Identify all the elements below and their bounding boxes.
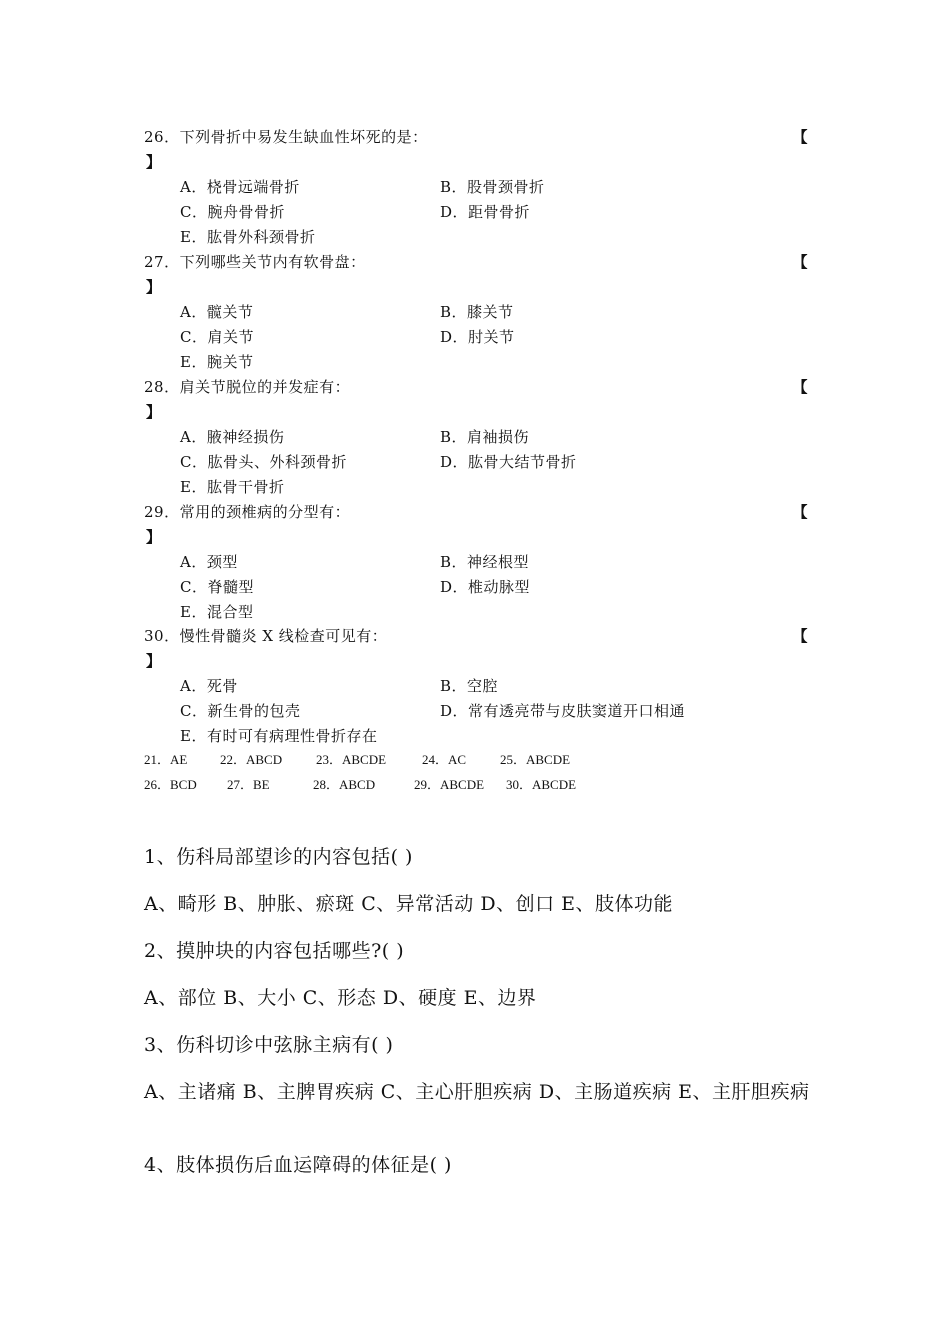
- answer-key-row: [144, 772, 576, 797]
- option-list: [144, 550, 808, 625]
- question-2: 2、摸肿块的内容包括哪些?( ): [144, 940, 405, 962]
- answer-bracket-open: 【: [792, 128, 808, 146]
- answer-27: 27．BE: [227, 777, 270, 792]
- answer-21: 21．AE: [144, 752, 188, 767]
- answer-29: 29．ABCDE: [414, 777, 485, 792]
- question-29: [144, 500, 808, 625]
- answer-bracket-close: 】: [146, 403, 162, 421]
- option-a: A．髋关节: [180, 303, 254, 321]
- answer-bracket-open: 【: [792, 253, 808, 271]
- answer-bracket-close: 】: [146, 278, 162, 296]
- option-b: B．膝关节: [440, 303, 514, 321]
- question-stem: 28．肩关节脱位的并发症有：: [144, 378, 351, 396]
- option-list: [144, 674, 808, 749]
- question-stem: 30．慢性骨髓炎 X 线检查可见有：: [144, 627, 388, 645]
- question-28: [144, 375, 808, 500]
- question-3: 3、伤科切诊中弦脉主病有( ): [144, 1034, 394, 1056]
- option-e: E．腕关节: [180, 353, 254, 371]
- option-b: B．肩袖损伤: [440, 428, 530, 446]
- question-stem: 27．下列哪些关节内有软骨盘：: [144, 253, 366, 271]
- option-d: D．肱骨大结节骨折: [440, 453, 577, 471]
- answer-25: 25．ABCDE: [500, 752, 571, 767]
- answer-24: 24．AC: [422, 752, 467, 767]
- question-1-options: A、畸形 B、肿胀、瘀斑 C、异常活动 D、创口 E、肢体功能: [144, 893, 673, 915]
- answer-bracket-open: 【: [792, 503, 808, 521]
- option-c: C．脊髓型: [180, 578, 254, 596]
- option-e: E．肱骨外科颈骨折: [180, 228, 316, 246]
- option-e: E．肱骨干骨折: [180, 478, 285, 496]
- answer-key-row: [144, 747, 576, 772]
- option-a: A．死骨: [180, 677, 238, 695]
- answer-bracket-close: 】: [146, 528, 162, 546]
- question-stem: 26．下列骨折中易发生缺血性坏死的是：: [144, 128, 428, 146]
- option-list: [144, 425, 808, 500]
- option-c: C．肩关节: [180, 328, 254, 346]
- option-d: D．椎动脉型: [440, 578, 531, 596]
- question-1: 1、伤科局部望诊的内容包括( ): [144, 846, 413, 868]
- option-d: D．常有透亮带与皮肤窦道开口相通: [440, 702, 686, 720]
- answer-key: [144, 747, 576, 797]
- option-a: A．颈型: [180, 553, 238, 571]
- question-30: [144, 624, 808, 749]
- answer-26: 26．BCD: [144, 777, 197, 792]
- option-c: C．腕舟骨骨折: [180, 203, 285, 221]
- option-c: C．新生骨的包壳: [180, 702, 301, 720]
- question-26: [144, 125, 808, 250]
- option-c: C．肱骨头、外科颈骨折: [180, 453, 347, 471]
- option-e: E．有时可有病理性骨折存在: [180, 727, 378, 745]
- question-stem: 29．常用的颈椎病的分型有：: [144, 503, 351, 521]
- question-4: 4、肢体损伤后血运障碍的体征是( ): [144, 1154, 452, 1176]
- answer-bracket-open: 【: [792, 627, 808, 645]
- option-list: [144, 175, 808, 250]
- question-3-options: A、主诸痛 B、主脾胃疾病 C、主心肝胆疾病 D、主肠道疾病 E、主肝胆疾病: [144, 1081, 810, 1103]
- question-27: [144, 250, 808, 375]
- answer-bracket-open: 【: [792, 378, 808, 396]
- question-2-options: A、部位 B、大小 C、形态 D、硬度 E、边界: [144, 987, 537, 1009]
- answer-22: 22．ABCD: [220, 752, 283, 767]
- answer-28: 28．ABCD: [313, 777, 376, 792]
- option-b: B．股骨颈骨折: [440, 178, 545, 196]
- option-e: E．混合型: [180, 603, 254, 621]
- option-list: [144, 300, 808, 375]
- answer-30: 30．ABCDE: [506, 777, 577, 792]
- option-d: D．距骨骨折: [440, 203, 531, 221]
- option-a: A．腋神经损伤: [180, 428, 285, 446]
- answer-bracket-close: 】: [146, 652, 162, 670]
- answer-23: 23．ABCDE: [316, 752, 387, 767]
- option-b: B．空腔: [440, 677, 499, 695]
- option-a: A．桡骨远端骨折: [180, 178, 300, 196]
- option-d: D．肘关节: [440, 328, 515, 346]
- option-b: B．神经根型: [440, 553, 530, 571]
- answer-bracket-close: 】: [146, 153, 162, 171]
